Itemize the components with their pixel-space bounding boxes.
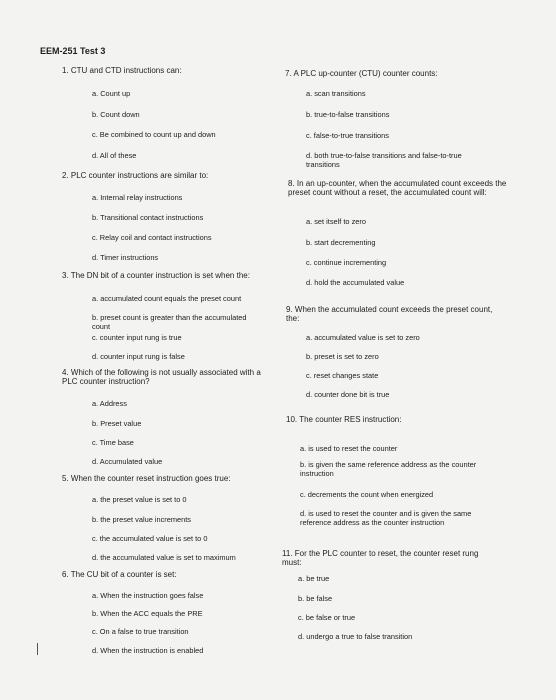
question-10-option-b: b. is given the same reference address as the counter instruction (300, 460, 477, 478)
margin-mark (37, 643, 38, 655)
question-9: 9. When the accumulated count exceeds the preset count, the: (286, 305, 493, 323)
question-11-option-c: c. be false or true (298, 613, 356, 622)
question-10: 10. The counter RES instruction: (286, 415, 402, 424)
page-title: EEM-251 Test 3 (40, 46, 106, 56)
question-3-option-d: d. counter input rung is false (92, 352, 185, 361)
question-6-option-c: c. On a false to true transition (92, 627, 189, 636)
question-5-option-c: c. the accumulated value is set to 0 (92, 534, 208, 543)
question-1-option-b: b. Count down (92, 110, 140, 119)
question-8-option-a: a. set itself to zero (306, 217, 366, 226)
question-11-option-b: b. be false (298, 594, 333, 603)
question-8: 8. In an up-counter, when the accumulated count exceeds the preset count without a reset, the accumulated count will: (288, 179, 507, 197)
question-8-option-b: b. start decrementing (306, 238, 376, 247)
question-2: 2. PLC counter instructions are similar to: (62, 171, 209, 180)
question-2-option-c: c. Relay coil and contact instructions (92, 233, 212, 242)
question-4-option-d: d. Accumulated value (92, 457, 163, 466)
question-5: 5. When the counter reset instruction goes true: (62, 474, 231, 483)
question-1: 1. CTU and CTD instructions can: (62, 66, 182, 75)
question-9-option-b: b. preset is set to zero (306, 352, 379, 361)
question-11: 11. For the PLC counter to reset, the counter reset rung must: (282, 549, 479, 567)
question-2-option-d: d. Timer instructions (92, 253, 159, 262)
question-10-option-d: d. is used to reset the counter and is given the same reference address as the counter instruction (300, 509, 472, 527)
question-6-option-a: a. When the instruction goes false (92, 591, 204, 600)
question-7-option-b: b. true-to-false transitions (306, 110, 390, 119)
question-7: 7. A PLC up-counter (CTU) counter counts: (285, 69, 438, 78)
question-7-option-d: d. both true-to-false transitions and false-to-true transitions (306, 151, 462, 169)
question-1-option-c: c. Be combined to count up and down (92, 130, 216, 139)
question-3-option-a: a. accumulated count equals the preset count (92, 294, 242, 303)
question-7-option-c: c. false-to-true transitions (306, 131, 389, 140)
question-6-option-d: d. When the instruction is enabled (92, 646, 204, 655)
question-6-option-b: b. When the ACC equals the PRE (92, 609, 203, 618)
question-11-option-d: d. undergo a true to false transition (298, 632, 413, 641)
question-4-option-c: c. Time base (92, 438, 134, 447)
question-5-option-d: d. the accumulated value is set to maximum (92, 553, 236, 562)
question-8-option-c: c. continue incrementing (306, 258, 387, 267)
question-1-option-d: d. All of these (92, 151, 137, 160)
question-10-option-c: c. decrements the count when energized (300, 490, 434, 499)
question-9-option-a: a. accumulated value is set to zero (306, 333, 420, 342)
question-3: 3. The DN bit of a counter instruction is set when the: (62, 271, 250, 280)
question-5-option-a: a. the preset value is set to 0 (92, 495, 187, 504)
question-4-option-b: b. Preset value (92, 419, 142, 428)
question-8-option-d: d. hold the accumulated value (306, 278, 405, 287)
question-9-option-c: c. reset changes state (306, 371, 379, 380)
question-2-option-b: b. Transitional contact instructions (92, 213, 204, 222)
question-3-option-b: b. preset count is greater than the accumulated count (92, 313, 247, 331)
question-4-option-a: a. Address (92, 399, 127, 408)
question-3-option-c: c. counter input rung is true (92, 333, 182, 342)
question-4: 4. Which of the following is not usually associated with a PLC counter instruction? (62, 368, 261, 386)
question-9-option-d: d. counter done bit is true (306, 390, 390, 399)
question-11-option-a: a. be true (298, 574, 330, 583)
question-1-option-a: a. Count up (92, 89, 131, 98)
question-6: 6. The CU bit of a counter is set: (62, 570, 177, 579)
question-2-option-a: a. Internal relay instructions (92, 193, 183, 202)
question-10-option-a: a. is used to reset the counter (300, 444, 398, 453)
question-5-option-b: b. the preset value increments (92, 515, 192, 524)
question-7-option-a: a. scan transitions (306, 89, 366, 98)
